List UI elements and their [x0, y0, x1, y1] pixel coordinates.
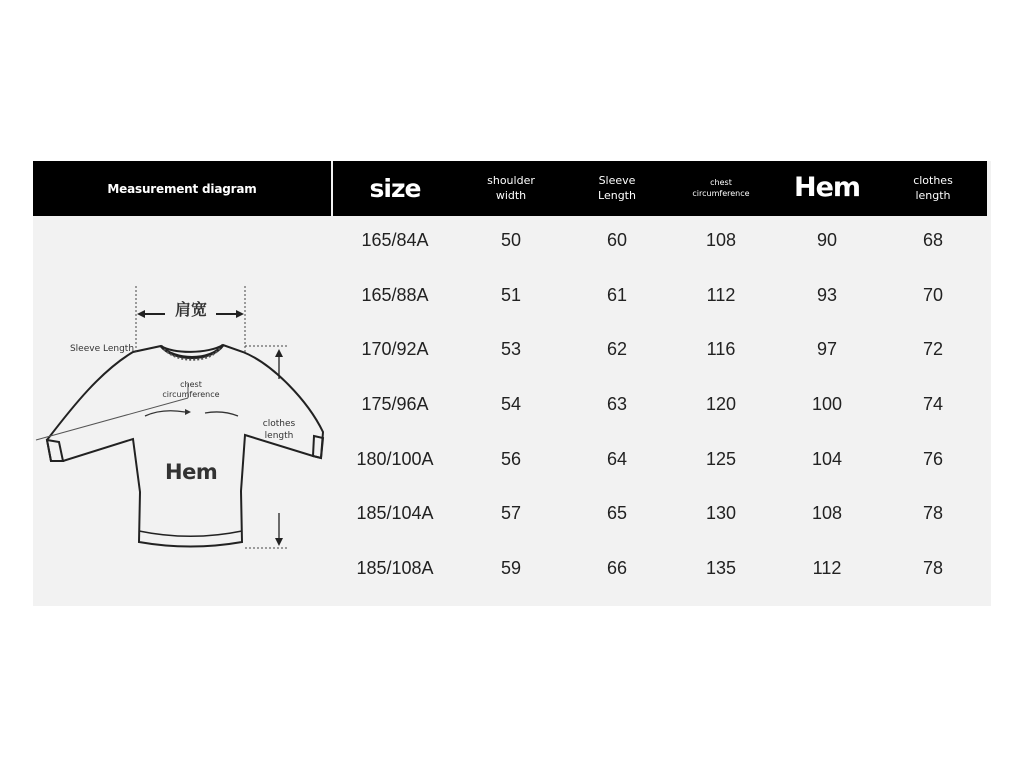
- cell-sleeve-length: 64: [606, 448, 628, 469]
- cell-size: 185/104A: [356, 502, 434, 523]
- cell-chest: 135: [705, 557, 737, 578]
- cell-chest: 120: [705, 393, 737, 414]
- cell-hem: 112: [812, 557, 842, 578]
- cell-hem: 97: [816, 338, 838, 359]
- cell-sleeve-length: 61: [606, 284, 628, 305]
- cell-chest: 116: [706, 338, 736, 359]
- cell-shoulder-width: 54: [500, 393, 522, 414]
- table-row: [333, 541, 987, 595]
- header-chest-circumference: chest circumference: [692, 177, 750, 198]
- table-row: [333, 268, 987, 322]
- cell-size: 165/84A: [361, 229, 429, 250]
- cell-clothes-length: 68: [922, 229, 944, 250]
- cell-chest: 130: [705, 502, 737, 523]
- cell-size: 175/96A: [361, 393, 429, 414]
- table-row: [333, 213, 987, 267]
- cell-clothes-length: 78: [922, 502, 944, 523]
- cell-shoulder-width: 51: [500, 284, 522, 305]
- header-hem: Hem: [793, 172, 861, 204]
- cell-chest: 112: [706, 284, 736, 305]
- diagram-header: [33, 161, 331, 216]
- cell-hem: 93: [816, 284, 838, 305]
- diagram-header-label: Measurement diagram: [107, 181, 257, 196]
- size-chart: [33, 161, 991, 606]
- cell-shoulder-width: 59: [500, 557, 522, 578]
- header-clothes-length: clothes length: [913, 173, 953, 202]
- cell-sleeve-length: 60: [606, 229, 628, 250]
- sweater-outline: [33, 216, 331, 606]
- sleeve-length-label: Sleeve Length: [69, 344, 135, 354]
- cell-shoulder-width: 57: [500, 502, 522, 523]
- header-sleeve-length: Sleeve Length: [598, 173, 636, 202]
- cell-shoulder-width: 56: [500, 448, 522, 469]
- cell-chest: 108: [705, 229, 737, 250]
- header-shoulder-width: shoulder width: [487, 173, 535, 202]
- header-size: size: [369, 173, 421, 203]
- table-header: [333, 161, 987, 216]
- cell-hem: 100: [811, 393, 843, 414]
- cell-size: 170/92A: [361, 338, 429, 359]
- clothes-length-label: clothes length: [262, 419, 296, 441]
- cell-sleeve-length: 62: [606, 338, 628, 359]
- cell-chest: 125: [705, 448, 737, 469]
- cell-shoulder-width: 53: [500, 338, 522, 359]
- cell-clothes-length: 78: [922, 557, 944, 578]
- cell-size: 185/108A: [356, 557, 434, 578]
- cell-clothes-length: 76: [922, 448, 944, 469]
- cell-size: 180/100A: [356, 448, 434, 469]
- cell-hem: 108: [811, 502, 843, 523]
- cell-shoulder-width: 50: [500, 229, 522, 250]
- measurement-diagram: [33, 216, 331, 606]
- table-row: [333, 377, 987, 431]
- cell-sleeve-length: 63: [606, 393, 628, 414]
- cell-clothes-length: 74: [922, 393, 944, 414]
- table-row: [333, 432, 987, 486]
- chest-circumference-label: chest circumference: [162, 380, 220, 400]
- cell-hem: 104: [811, 448, 843, 469]
- table-row: [333, 322, 987, 376]
- cell-sleeve-length: 66: [606, 557, 628, 578]
- cell-clothes-length: 70: [922, 284, 944, 305]
- hem-label: Hem: [165, 460, 218, 484]
- shoulder-width-label: 肩宽: [174, 300, 207, 319]
- cell-size: 165/88A: [361, 284, 429, 305]
- cell-clothes-length: 72: [922, 338, 944, 359]
- table-row: [333, 486, 987, 540]
- cell-sleeve-length: 65: [606, 502, 628, 523]
- cell-hem: 90: [816, 229, 838, 250]
